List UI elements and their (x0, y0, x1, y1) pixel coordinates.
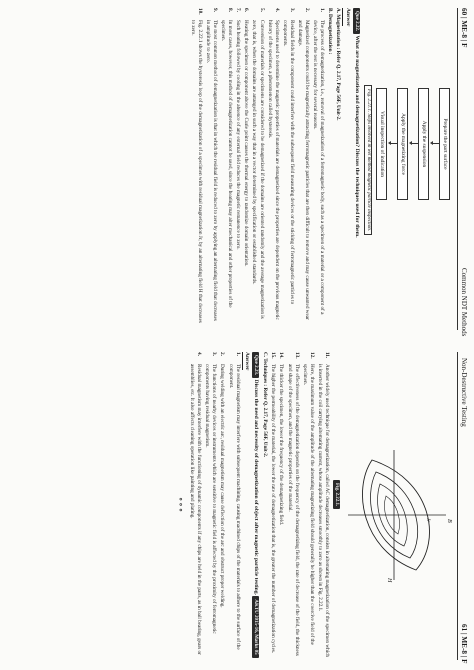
list-item (316, 352, 330, 658)
list-item (301, 352, 315, 658)
flow-arrow-head (430, 141, 433, 145)
list-item (277, 352, 284, 658)
list-item-number: 1. (234, 352, 241, 356)
list-item (218, 352, 225, 658)
list-item (204, 8, 218, 326)
list-item (296, 8, 310, 326)
aktu-badge: AKTU 2015-16, Marks 05 (252, 596, 259, 657)
list-item-number: 2. (219, 352, 226, 356)
list-item (188, 352, 202, 658)
end-of-section-mark: ∘∘∘ (176, 496, 186, 514)
left-column (188, 8, 362, 326)
running-head-center: Common NDT Methods (460, 268, 468, 337)
list-item (234, 8, 241, 326)
flow-step-1: Prepare the part surface (439, 88, 450, 200)
right-numbered-list-b (188, 352, 241, 658)
figure-caption: Fig. 2.22.1. (333, 480, 340, 509)
flow-arrow-head (409, 141, 412, 145)
list-item-text: The most common method of demagnetization is that in which the residual field is reduced to zero by applying an alternating field that decreases in amplitude to zero. (204, 20, 218, 321)
list-item-number: 11. (324, 352, 330, 359)
list-item-number: 7. (235, 8, 242, 12)
hysteresis-figure (342, 440, 452, 590)
list-item-text: Conversion of materials or specimens are considered to be demagnetized if the domains are oriented randomly and the average magnetization is zero, that is, when the domains are arranged in such a way that in a vector determined by specification or established standards. (251, 20, 265, 319)
list-item-number: 5. (258, 8, 265, 12)
residual-label: Jr (425, 518, 430, 523)
axis-h-label: H (386, 578, 392, 583)
flow-arrow-head (388, 141, 391, 145)
flow-arrow (390, 143, 398, 144)
answer-label: Answer (242, 352, 250, 370)
list-item-text: In most cases, however, this method of demagnetization cannot be used, since the heating may alter mechanical and other properties of the specimen. (220, 20, 234, 308)
question-2-23 (252, 352, 259, 658)
list-item-text: Such heating followed by cooling in the absence of any external field reduces the magnetic remanence to zero. (235, 20, 242, 250)
list-item-number: 4. (273, 8, 280, 12)
list-item-text: Specimens used to determine the magnetic properties of materials are demagnetized since the properties are dependent on the previous magnetic history of the specimen, a phenomenon called hysteresis. (266, 20, 280, 320)
list-item-number: 8. (227, 8, 234, 12)
list-item (242, 8, 249, 326)
left-numbered-list (189, 8, 326, 326)
question-label: Que 2.23. (252, 352, 259, 378)
list-item-number: 4. (196, 352, 203, 356)
list-item-number: 9. (212, 8, 218, 12)
list-item (189, 8, 203, 326)
question-2-22 (353, 8, 360, 326)
list-item (269, 352, 276, 658)
question-text: What are magnetization and demagnetization? Discuss the techniques used for them. (354, 35, 360, 238)
list-item (219, 8, 233, 326)
list-item-number: 2. (304, 8, 311, 12)
list-item-text: Here, the maximum value of the amplitude of the alternating magnetizing field should generally be higher than the coercive field of the specimen. (301, 364, 315, 645)
list-item-text: The thicker the specimen, the lower the frequency of the demagnetizing field. (278, 364, 285, 526)
demagnetization-heading: B. Demagnetization : (327, 8, 334, 55)
question-text: Discuss the need and necessity of demagnetization of object after magnetic particle testing. (253, 379, 260, 595)
list-item-text: The higher the permeability of the material, the lower the rate of demagnetization that is, the greater the number of demagnetization cycles. (270, 364, 277, 654)
list-item-number: 3. (288, 8, 295, 12)
list-item-text: Magnetized components could be magnetically attracting ferromagnetic particles that are then difficult to remove and may cause unwanted wear and damage. (297, 20, 311, 320)
hysteresis-loop-graphic (342, 440, 452, 590)
list-item (250, 8, 264, 326)
flow-step-4: Visual inspection of indication (376, 88, 387, 200)
list-item (203, 352, 217, 658)
running-head-right: Non-Destructive Testing (460, 358, 468, 427)
list-item-number: 15. (270, 352, 277, 359)
list-item-number: 10. (196, 8, 203, 15)
list-item-text: The functions of nearby devices or instruments which are sensitive to magnetic field is affected by the proximity of ferromagnetic components having residual magnetism. (204, 364, 218, 634)
list-item-text: Residual fields in the component could interfere with the subsequent field measuring devices or the sticking of ferromagnetic particles to components. (281, 20, 295, 305)
list-item-text: Another widely used technique for demagnetization, called AC demagnetization, consists in alternating magnetization of the specimen which is inserted in the coil carrying alternating current, whose amplitude decreases smoothly to zero as shown in Fig. 2.22.1. (316, 364, 330, 658)
list-item-number: 12. (308, 352, 315, 359)
list-item (266, 8, 280, 326)
magnetization-heading: A. Magnetization : Refer Q. 2.17, Page 56F, Unit-2. (335, 8, 342, 121)
list-item-text: Residual magnetism may interfere with the functioning of dynamic components if any chips are held in the parts, as in ball bearing, gears or assemblies, etc. It also affects cleaning operation like painting and plating. (189, 364, 203, 655)
header-rule-right (457, 352, 458, 660)
list-item-text: The process of demagnetization, i.e., removal of magnetization of a ferromagnetic body, such as a specimen of a material or a component of a device, after the test is necessary for several reasons. (312, 20, 326, 315)
list-item (281, 8, 295, 326)
flow-arrow (432, 143, 440, 144)
list-item-number: 6. (243, 8, 250, 12)
list-item-number: 1. (319, 8, 326, 12)
list-item-text: Fig. 2.22.1 shows the hysteresis loop of the demagnetization of a specimen with residual magnetization Jr, by an alternating field H that decreases to zero. (189, 20, 203, 323)
right-numbered-list-a (269, 352, 330, 658)
list-item-text: During welding with an electric arc, residual magnetism may cause deflection of the arc and obstruct proper welding. (219, 364, 226, 608)
right-column (177, 352, 330, 658)
right-page-number: 61 | ME-8 | F (460, 624, 468, 664)
list-item (285, 352, 299, 658)
list-item-text: Heating the specimen or component above the Curie point causes the thermal energy to randomize domain orientation. (243, 20, 250, 267)
list-item-text: The effectiveness of the demagnetization depends on the frequency of the demagnetizing field, the rate of decrease of the field, the thickness and shape of the specimen, and the magnetic properties of the material. (286, 364, 300, 656)
flow-step-3: Apply the magnetizing force (397, 88, 408, 200)
techniques-heading: C. Techniques : Refer Q. 2.17, Page 56F, Unit-2. (262, 352, 269, 458)
answer-label: Answer (343, 8, 351, 26)
left-page-number: 60 | ME-8 | F (460, 8, 468, 48)
flow-step-2: Apply the suspension (418, 88, 429, 200)
header-rule-left (457, 8, 458, 330)
list-item-number: 14. (278, 352, 285, 359)
list-item (311, 8, 325, 326)
axis-b-label: B (446, 519, 452, 523)
list-item-number: 13. (293, 352, 300, 359)
question-label: Que 2.22. (353, 8, 360, 34)
list-item-number: 3. (211, 352, 218, 356)
list-item (226, 352, 240, 658)
flow-arrow (411, 143, 419, 144)
list-item-text: The residual magnetism may interfere with subsequent machining, causing machined chips of the materials to adhere to the surface of the component. (227, 364, 241, 650)
flowchart-caption: Fig. 2.21.1. Steps involved in wet method magnetic particle inspection. (364, 30, 372, 290)
